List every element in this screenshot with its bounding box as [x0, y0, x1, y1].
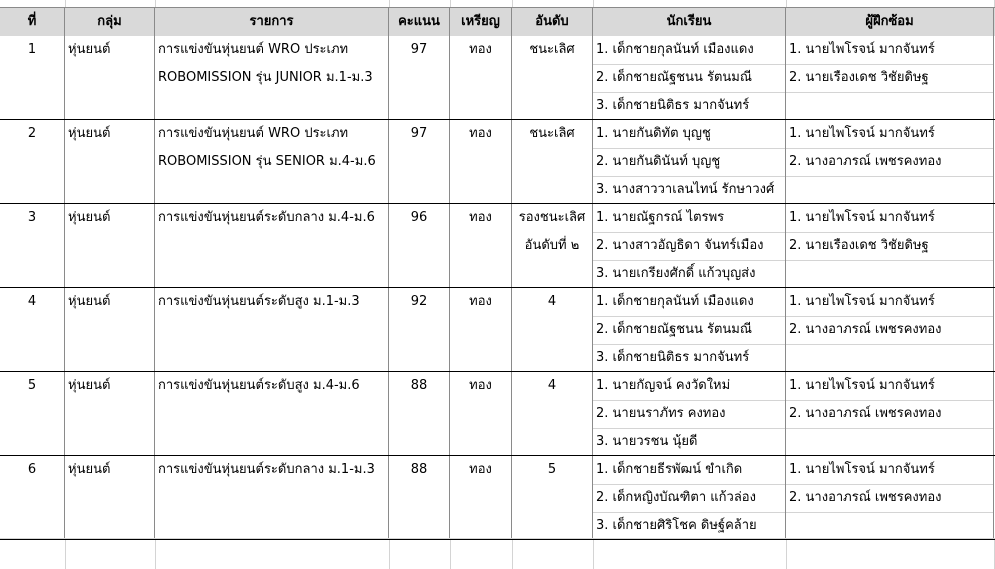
cell-text: 88 [410, 378, 428, 393]
table-row [0, 204, 995, 288]
cell-text: ชนะเลิศ [529, 42, 575, 57]
sub-row-divider [786, 428, 993, 429]
cell-score[interactable] [389, 120, 450, 203]
cell-no[interactable] [0, 288, 65, 371]
cell-trainers[interactable] [786, 372, 994, 455]
cell-text: 2. เด็กชายณัฐชนน รัตนมณี [596, 322, 752, 337]
cell-text: 2. นางอาภรณ์ เพชรคงทอง [789, 154, 942, 169]
sub-row-divider [786, 512, 993, 513]
cell-item[interactable] [155, 120, 389, 203]
cell-text: 2. นายเรืองเดช วิชัยดิษฐ [789, 70, 929, 85]
cell-trainers[interactable] [786, 456, 994, 539]
cell-text: 1. นายไพโรจน์ มากจันทร์ [789, 462, 935, 477]
cell-text: 4 [547, 378, 557, 393]
cell-text: 2. นางสาวอัญธิดา จันทร์เมือง [596, 238, 764, 253]
cell-text: รองชนะเลิศ [518, 210, 586, 225]
cell-text: 6 [27, 462, 37, 477]
cell-score[interactable] [389, 36, 450, 119]
cell-text: 3 [27, 210, 37, 225]
cell-medal[interactable] [450, 36, 512, 119]
cell-medal[interactable] [450, 288, 512, 371]
sub-row-divider [786, 344, 993, 345]
cell-text: 2. นางอาภรณ์ เพชรคงทอง [789, 490, 942, 505]
cell-trainers[interactable] [786, 288, 994, 371]
header-rank[interactable]: อันดับ [512, 8, 593, 36]
table-row [0, 456, 995, 540]
header-item[interactable]: รายการ [155, 8, 389, 36]
cell-text: 1. นายไพโรจน์ มากจันทร์ [789, 378, 935, 393]
table-row [0, 288, 995, 372]
cell-group[interactable] [65, 204, 155, 287]
cell-group[interactable] [65, 120, 155, 203]
cell-text: ทอง [469, 126, 492, 141]
cell-trainers[interactable] [786, 120, 994, 203]
cell-text: ทอง [469, 378, 492, 393]
cell-text: 3. นายเกรียงศักดิ์ แก้วบุญส่ง [596, 266, 756, 281]
cell-text: 5 [547, 462, 557, 477]
cell-trainers[interactable] [786, 204, 994, 287]
sub-row-divider [786, 176, 993, 177]
cell-item[interactable] [155, 288, 389, 371]
cell-rank[interactable] [512, 204, 593, 287]
sub-row-divider [786, 260, 993, 261]
cell-text: 97 [410, 42, 428, 57]
cell-text: หุ่นยนต์ [68, 42, 111, 57]
cell-no[interactable] [0, 204, 65, 287]
header-trainers[interactable]: ผู้ฝึกซ้อม [786, 8, 994, 36]
cell-no[interactable] [0, 36, 65, 119]
cell-rank[interactable] [512, 36, 593, 119]
cell-students[interactable] [593, 456, 786, 539]
cell-item[interactable] [155, 456, 389, 539]
cell-text: 3. นางสาววาเลนไทน์ รักษาวงศ์ [596, 182, 775, 197]
cell-text: 4 [27, 294, 37, 309]
cell-text: 97 [410, 126, 428, 141]
header-row [0, 7, 995, 37]
cell-score[interactable] [389, 372, 450, 455]
cell-text: ROBOMISSION รุ่น JUNIOR ม.1-ม.3 [158, 70, 373, 85]
cell-students[interactable] [593, 288, 786, 371]
cell-text: 2. นายกันดินันท์ บุญชู [596, 154, 721, 169]
cell-text: 3. เด็กชายนิติธร มากจันทร์ [596, 98, 750, 113]
cell-text: 96 [410, 210, 428, 225]
cell-text: 2. นางอาภรณ์ เพชรคงทอง [789, 322, 942, 337]
cell-text: 2. เด็กชายณัฐชนน รัตนมณี [596, 70, 752, 85]
cell-text: การแข่งขันหุ่นยนต์ระดับกลาง ม.4-ม.6 [158, 210, 375, 225]
cell-text: หุ่นยนต์ [68, 126, 111, 141]
cell-text: 1. เด็กชายกุลนันท์ เมืองแดง [596, 294, 754, 309]
sub-row-divider [786, 92, 993, 93]
cell-text: ROBOMISSION รุ่น SENIOR ม.4-ม.6 [158, 154, 376, 169]
cell-item[interactable] [155, 372, 389, 455]
cell-text: 1. เด็กชายธีรพัฒน์ ขำเกิด [596, 462, 743, 477]
cell-students[interactable] [593, 204, 786, 287]
cell-text: 88 [410, 462, 428, 477]
cell-text: ชนะเลิศ [529, 126, 575, 141]
cell-text: 2. นางอาภรณ์ เพชรคงทอง [789, 406, 942, 421]
table-row [0, 36, 995, 120]
cell-text: การแข่งขันหุ่นยนต์ระดับสูง ม.4-ม.6 [158, 378, 360, 393]
cell-text: 1. นายกัญจน์ คงวัดใหม่ [596, 378, 731, 393]
cell-text: 92 [410, 294, 428, 309]
table-row [0, 372, 995, 456]
cell-text: ทอง [469, 210, 492, 225]
table-row [0, 120, 995, 204]
cell-students[interactable] [593, 36, 786, 119]
cell-text: 1. นายไพโรจน์ มากจันทร์ [789, 210, 935, 225]
cell-medal[interactable] [450, 456, 512, 539]
header-no[interactable]: ที่ [0, 8, 65, 36]
cell-text: ทอง [469, 462, 492, 477]
cell-text: 5 [27, 378, 37, 393]
cell-text: หุ่นยนต์ [68, 378, 111, 393]
cell-rank[interactable] [512, 372, 593, 455]
cell-text: 1 [27, 42, 37, 57]
cell-score[interactable] [389, 288, 450, 371]
cell-text: หุ่นยนต์ [68, 462, 111, 477]
cell-students[interactable] [593, 120, 786, 203]
cell-text: ทอง [469, 294, 492, 309]
header-group[interactable]: กลุ่ม [65, 8, 155, 36]
cell-text: 2. เด็กหญิงบัณฑิตา แก้วล่อง [596, 490, 756, 505]
cell-item[interactable] [155, 36, 389, 119]
cell-text: การแข่งขันหุ่นยนต์ WRO ประเภท [158, 126, 349, 141]
cell-text: 3. เด็กชายนิติธร มากจันทร์ [596, 350, 750, 365]
cell-text: 1. นายไพโรจน์ มากจันทร์ [789, 126, 935, 141]
cell-score[interactable] [389, 204, 450, 287]
cell-no[interactable] [0, 372, 65, 455]
cell-score[interactable] [389, 456, 450, 539]
cell-text: 4 [547, 294, 557, 309]
cell-text: การแข่งขันหุ่นยนต์ระดับกลาง ม.1-ม.3 [158, 462, 375, 477]
cell-no[interactable] [0, 120, 65, 203]
cell-group[interactable] [65, 36, 155, 119]
cell-text: 2. นายเรืองเดช วิชัยดิษฐ [789, 238, 929, 253]
cell-text: 1. นายกันดิทัต บุญชู [596, 126, 711, 141]
header-students[interactable]: นักเรียน [593, 8, 786, 36]
cell-item[interactable] [155, 204, 389, 287]
cell-students[interactable] [593, 372, 786, 455]
cell-text: 2. นายนราภัทร คงทอง [596, 406, 726, 421]
cell-rank[interactable] [512, 288, 593, 371]
cell-text: 3. เด็กชายศิริโชค ดิษฐ์คล้าย [596, 518, 757, 533]
header-score[interactable]: คะแนน [389, 8, 450, 36]
cell-text: 1. นายไพโรจน์ มากจันทร์ [789, 42, 935, 57]
cell-no[interactable] [0, 456, 65, 539]
cell-text: หุ่นยนต์ [68, 294, 111, 309]
cell-rank[interactable] [512, 456, 593, 539]
cell-text: หุ่นยนต์ [68, 210, 111, 225]
cell-text: ทอง [469, 42, 492, 57]
cell-text: 3. นายวรชน นุ้ยดี [596, 434, 698, 449]
cell-group[interactable] [65, 288, 155, 371]
header-medal[interactable]: เหรียญ [450, 8, 512, 36]
cell-trainers[interactable] [786, 36, 994, 119]
cell-medal[interactable] [450, 204, 512, 287]
cell-text: 1. นายไพโรจน์ มากจันทร์ [789, 294, 935, 309]
cell-text: การแข่งขันหุ่นยนต์ระดับสูง ม.1-ม.3 [158, 294, 360, 309]
cell-text: 2 [27, 126, 37, 141]
cell-medal[interactable] [450, 372, 512, 455]
cell-medal[interactable] [450, 120, 512, 203]
empty-row-divider [0, 538, 995, 539]
cell-text: การแข่งขันหุ่นยนต์ WRO ประเภท [158, 42, 349, 57]
cell-text: อันดับที่ ๒ [524, 238, 580, 253]
cell-text: 1. นายณัฐกรณ์ ไตรพร [596, 210, 725, 225]
cell-rank[interactable] [512, 120, 593, 203]
cell-group[interactable] [65, 372, 155, 455]
cell-text: 1. เด็กชายกุลนันท์ เมืองแดง [596, 42, 754, 57]
cell-group[interactable] [65, 456, 155, 539]
